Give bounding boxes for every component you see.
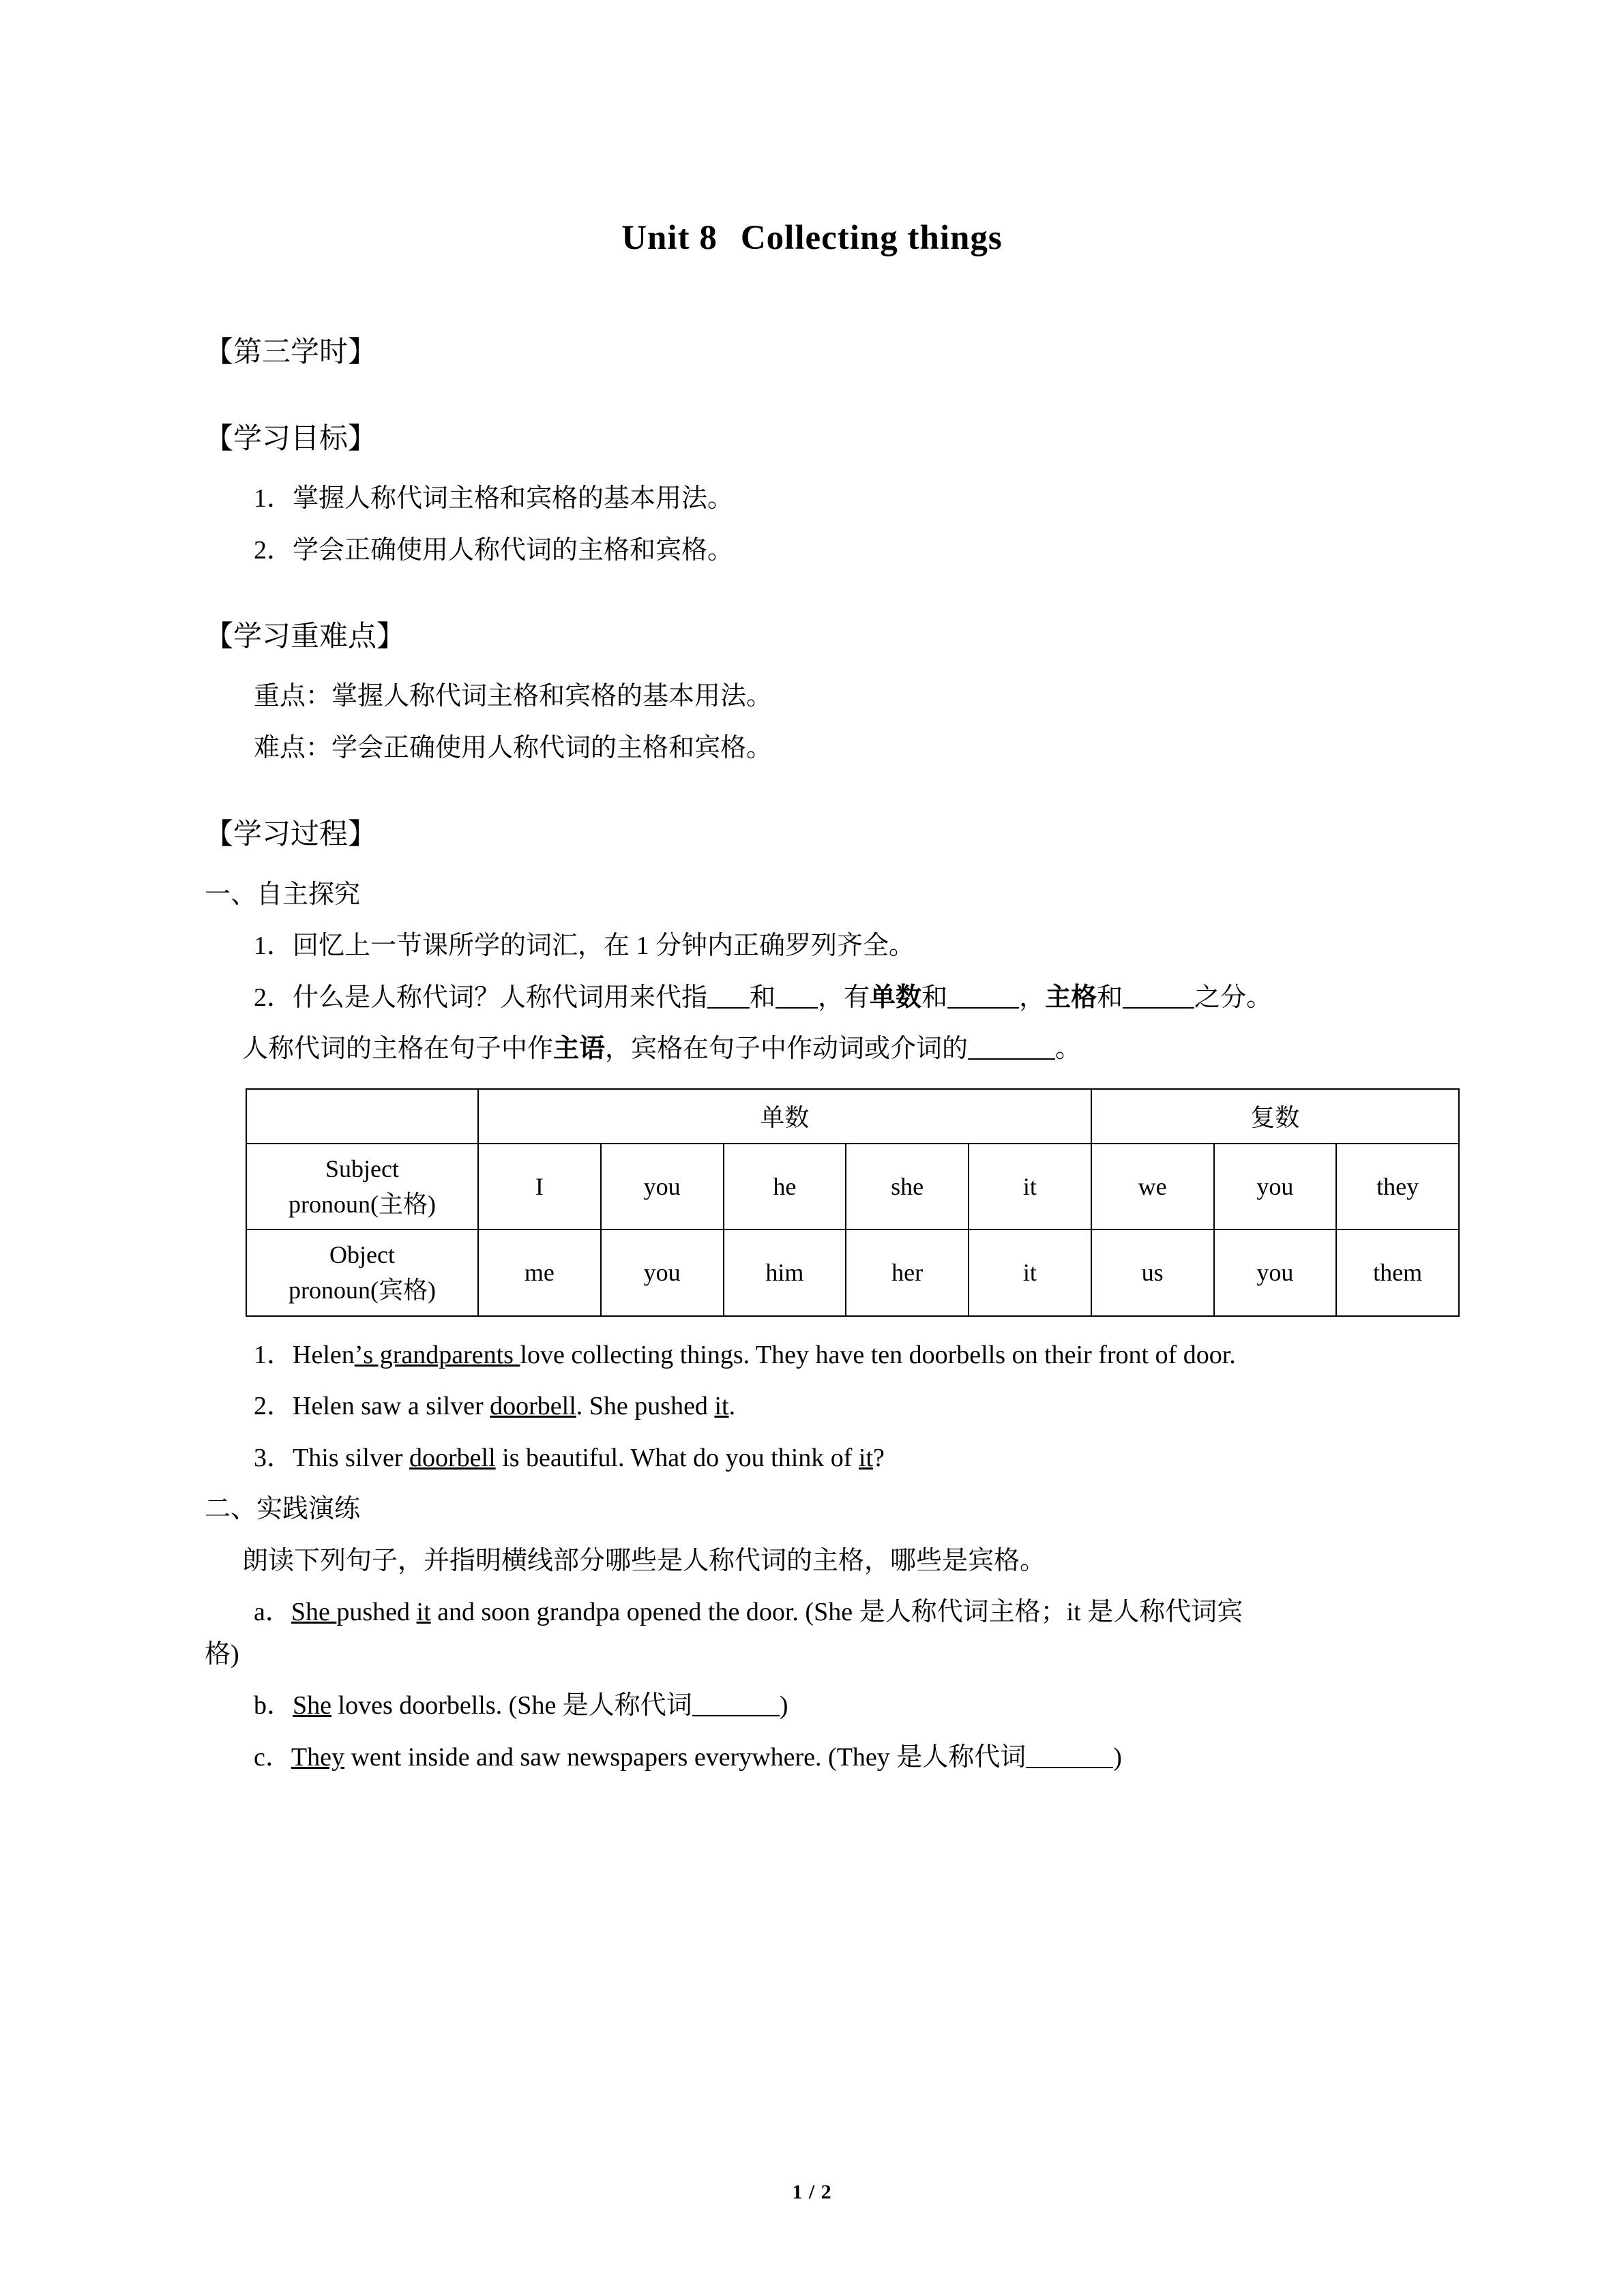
part-one-label: 一、自主探究 [205,880,361,909]
example-3-part-2: is beautiful. What do you think of [495,1443,859,1472]
task2-text-i: 之分。 [1194,983,1273,1012]
table-cell: you [601,1144,724,1229]
title-name: Collecting things [740,219,1003,257]
example-3-part-4: ? [873,1443,885,1472]
table-corner-cell [246,1089,478,1144]
task2-text-g: 主格 [1045,983,1097,1012]
exercise-b-rest: loves doorbells. (She 是人称代词 [331,1691,692,1720]
period-heading: 【第三学时】 [205,336,377,368]
exercise-a-continued: 格) [205,1639,239,1669]
task2l2-blank [968,1058,1055,1060]
task2l2-text-b: 主语 [553,1034,606,1064]
example-2-part-1: doorbell [490,1392,576,1421]
row-label-line2: pronoun(宾格) [289,1277,436,1304]
exercise-a-rest: and soon grandpa opened the door. (She 是人称代词主格；it 是人称代词宾 [430,1598,1243,1627]
exercise-c-close: ) [1113,1742,1122,1772]
row-label-line1: Subject [325,1154,399,1182]
row-label-line1: Object [329,1241,395,1269]
table-header-plural: 复数 [1091,1089,1459,1144]
table-cell: them [1336,1229,1459,1315]
example-1-part-0: Helen [293,1340,355,1369]
exercise-c-rest: went inside and saw newspapers everywhere. (They 是人称代词 [344,1742,1027,1772]
title-unit: Unit 8 [621,219,718,257]
table-cell: he [724,1144,846,1229]
example-1-number: 1． [254,1340,293,1369]
table-row-label-subject [246,1144,478,1229]
example-sentence-3 [205,1437,1419,1480]
objectives-heading: 【学习目标】 [205,422,377,455]
task2l2-text-a: 人称代词的主格在句子中作 [242,1034,554,1064]
table-header-row [246,1089,1459,1144]
exercise-b-subject: She [293,1691,332,1720]
task2-text-h: 和 [1097,983,1123,1012]
example-3-part-0: This silver [293,1443,409,1472]
table-cell: we [1091,1144,1214,1229]
exercise-b [205,1685,1419,1727]
exercise-a-subject: She [291,1598,337,1627]
page-title [205,218,1419,258]
example-2-part-0: Helen saw a silver [293,1392,490,1421]
table-row [246,1229,1459,1315]
table-row-label-object [246,1229,478,1315]
table-cell: you [1214,1144,1337,1229]
exercise-c-subject: They [291,1742,344,1772]
exercise-c [205,1737,1419,1779]
objective-item-1: 1．掌握人称代词主格和宾格的基本用法。 [254,484,734,513]
task2-text-f: ， [1019,983,1046,1012]
exercise-a-verb: pushed [336,1598,417,1627]
example-2-part-2: . She pushed [576,1392,715,1421]
example-3-number: 3． [254,1443,293,1472]
example-3-part-1: doorbell [409,1443,496,1472]
task2-text-c: ，有 [818,983,870,1012]
task2-text-b: 和 [750,983,776,1012]
pronoun-table [246,1088,1460,1317]
task2-blank-4 [1123,1007,1194,1009]
exercise-b-blank [692,1715,780,1716]
task-item-2 [205,977,1419,1019]
table-row [246,1144,1459,1229]
key-point-item-2: 难点：学会正确使用人称代词的主格和宾格。 [254,733,773,762]
task2-text-a: 2．什么是人称代词？人称代词用来代指 [254,983,708,1012]
task-item-1: 1．回忆上一节课所学的词汇，在 1 分钟内正确罗列齐全。 [254,931,915,961]
page-footer: 1 / 2 [792,2181,832,2203]
process-heading: 【学习过程】 [205,818,377,850]
key-point-item-1: 重点：掌握人称代词主格和宾格的基本用法。 [254,682,773,711]
task2l2-text-d: 。 [1055,1034,1082,1064]
exercise-b-close: ) [779,1691,788,1720]
table-cell: him [724,1229,846,1315]
task2-text-e: 和 [921,983,948,1012]
part-two-label: 二、实践演练 [205,1495,361,1524]
table-cell: you [1214,1229,1337,1315]
table-cell: she [846,1144,969,1229]
task2-blank-2 [776,1007,818,1009]
key-points-heading: 【学习重难点】 [205,620,406,653]
table-cell: me [478,1229,601,1315]
example-sentence-2 [205,1386,1419,1428]
table-header-singular: 单数 [478,1089,1091,1144]
table-cell: it [969,1229,1091,1315]
task2-blank-3 [947,1007,1019,1009]
exercise-a [205,1592,1419,1634]
table-cell: you [601,1229,724,1315]
example-3-part-3: it [858,1443,874,1472]
row-label-line2: pronoun(主格) [289,1190,436,1218]
example-sentence-1 [205,1335,1419,1377]
exercise-c-label: c． [254,1742,291,1772]
example-1-part-1: ʼs grandparents [354,1340,520,1369]
exercise-a-object: it [416,1598,431,1627]
table-cell: it [969,1144,1091,1229]
objective-item-2: 2．学会正确使用人称代词的主格和宾格。 [254,535,734,565]
task2l2-text-c: ，宾格在句子中作动词或介词的 [605,1034,969,1064]
example-2-number: 2． [254,1392,293,1421]
table-cell: us [1091,1229,1214,1315]
task2-text-d: 单数 [870,983,922,1012]
task-item-2-line2 [205,1028,1419,1071]
table-cell: her [846,1229,969,1315]
exercise-b-label: b． [254,1691,293,1720]
part-two-instruction: 朗读下列句子，并指明横线部分哪些是人称代词的主格，哪些是宾格。 [242,1546,1046,1575]
table-cell: I [478,1144,601,1229]
example-2-part-4: . [728,1392,736,1421]
table-cell: they [1336,1144,1459,1229]
example-2-part-3: it [714,1392,729,1421]
exercise-a-label: a． [254,1598,291,1627]
example-1-part-2: love collecting things. They have ten doorbells on their front of door. [520,1340,1236,1369]
task2-blank-1 [707,1007,750,1009]
exercise-c-blank [1026,1767,1113,1768]
